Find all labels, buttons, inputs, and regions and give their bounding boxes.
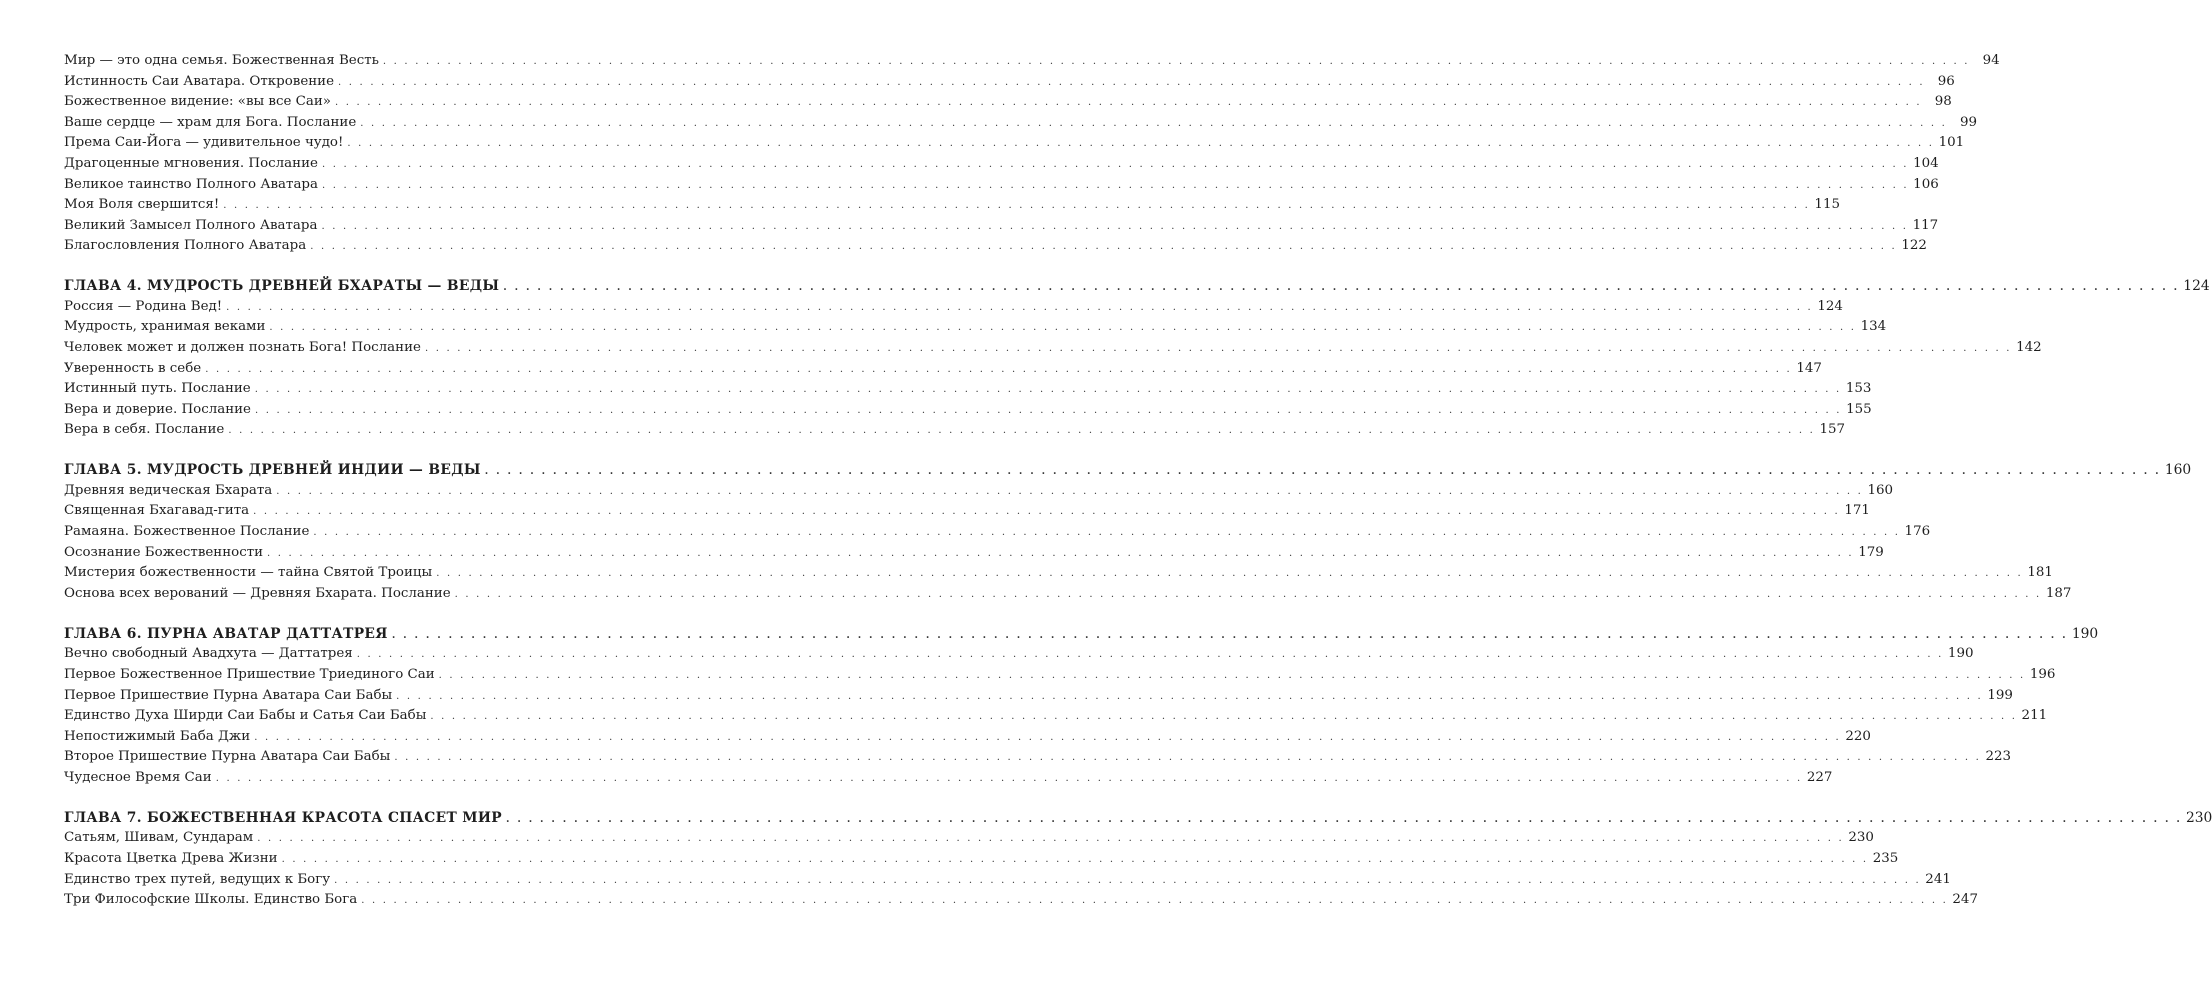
dot-leader — [361, 891, 1948, 912]
toc-entry — [64, 727, 1871, 748]
toc-section — [64, 257, 2210, 441]
page-number: 94 — [1982, 53, 2000, 68]
entry-title: Человек может и должен познать Бога! Послание — [64, 340, 421, 356]
page-number: 230 — [2186, 809, 2212, 826]
toc-section — [64, 604, 2099, 788]
toc-entry — [64, 644, 1974, 665]
dot-leader — [253, 502, 1840, 523]
page-number: 181 — [2027, 565, 2053, 581]
toc-entry — [64, 338, 2042, 359]
page-number: 153 — [1845, 381, 1872, 397]
toc-entry — [64, 154, 1939, 175]
toc-entry — [64, 317, 1887, 338]
dot-leader — [216, 769, 1803, 790]
page-number: 160 — [1867, 482, 1894, 498]
page-number: 104 — [1913, 155, 1939, 171]
page-number: 230 — [1848, 830, 1874, 846]
entry-title: Према Саи-Йога — удивительное чудо! — [64, 135, 344, 151]
toc-entry — [64, 747, 2012, 768]
page-number: 171 — [1844, 503, 1870, 519]
dot-leader — [255, 380, 1842, 401]
entry-title: Благословления Полного Аватара — [64, 238, 307, 254]
dot-leader — [228, 421, 1815, 442]
dot-leader — [439, 666, 2026, 687]
toc-entry — [64, 890, 1978, 911]
section-spacer — [64, 257, 600, 276]
page-number: 199 — [1987, 687, 2013, 703]
toc-entry — [64, 870, 1951, 891]
page-number: 241 — [1925, 871, 1951, 887]
toc-entry — [64, 665, 2056, 686]
entry-title: Чудесное Время Саи — [64, 769, 212, 785]
entry-title: Рамаяна. Божественное Послание — [64, 524, 310, 540]
toc-entry — [64, 768, 1833, 789]
section-spacer — [64, 604, 600, 623]
chapter-heading — [64, 276, 2210, 297]
chapter-heading — [64, 808, 2212, 829]
entry-title: Первое Божественное Пришествие Триединого Саи — [64, 666, 435, 682]
entry-title: Первое Пришествие Пурна Аватара Саи Бабы — [64, 687, 393, 703]
entry-title: Драгоценные мгновения. Послание — [64, 155, 318, 171]
dot-leader — [392, 626, 2068, 647]
entry-title: Основа всех верований — Древняя Бхарата. Послание — [64, 585, 451, 601]
dot-leader — [455, 585, 2042, 606]
entry-title: Вера и доверие. Послание — [64, 401, 251, 417]
page-number: 98 — [1934, 94, 1952, 110]
chapter-heading — [64, 460, 2192, 481]
page-number: 115 — [1814, 197, 1840, 213]
dot-leader — [503, 278, 2179, 299]
toc-entry — [64, 359, 1822, 380]
dot-leader — [276, 482, 1863, 503]
entry-title: Единство Духа Ширди Саи Бабы и Сатья Саи Бабы — [64, 708, 427, 724]
entry-title: Россия — Родина Вед! — [64, 298, 223, 314]
page-number: 147 — [1796, 360, 1822, 376]
entry-title: Великое таинство Полного Аватара — [64, 176, 318, 192]
toc-entry — [64, 113, 1978, 134]
entry-title: Моя Воля свершится! — [64, 197, 220, 213]
entry-title: Вера в себя. Послание — [64, 422, 225, 438]
toc-entry — [64, 195, 1840, 216]
page-number: 117 — [1912, 217, 1939, 233]
page-number: 220 — [1845, 728, 1871, 744]
chapter-title: ГЛАВА 6. ПУРНА АВАТАР ДАТТАТРЕЯ — [64, 625, 388, 642]
chapter-title: ГЛАВА 7. БОЖЕСТВЕННАЯ КРАСОТА СПАСЕТ МИР — [64, 809, 502, 826]
entry-title: Три Философские Школы. Единство Бога — [64, 892, 358, 908]
toc-entry — [64, 706, 2048, 727]
toc-entry — [64, 92, 1952, 113]
toc-section — [64, 441, 2192, 604]
page-number: 211 — [2021, 708, 2048, 724]
toc-entry — [64, 216, 1939, 237]
page-number: 227 — [1806, 769, 1833, 785]
toc-entry — [64, 501, 1870, 522]
section-spacer — [64, 788, 600, 807]
dot-leader — [254, 728, 1841, 749]
entry-title: Уверенность в себе — [64, 360, 202, 376]
toc-entry — [64, 72, 1955, 93]
toc-entry — [64, 522, 1931, 543]
dot-leader — [322, 176, 1909, 197]
toc-entry — [64, 686, 2013, 707]
entry-title: Истинный путь. Послание — [64, 381, 251, 397]
chapter-title: ГЛАВА 4. МУДРОСТЬ ДРЕВНЕЙ БХАРАТЫ — ВЕДЫ — [64, 278, 500, 295]
page-number: 190 — [2071, 625, 2099, 642]
page-number: 179 — [1858, 544, 1884, 560]
chapter-heading — [64, 624, 2099, 645]
toc-entry — [64, 420, 1846, 441]
page-number: 196 — [2029, 666, 2056, 682]
dot-leader — [506, 810, 2182, 831]
page-number: 124 — [2183, 278, 2210, 295]
toc-entry — [64, 297, 1843, 318]
dot-leader — [223, 196, 1810, 217]
dot-leader — [313, 523, 1900, 544]
page-number: 122 — [1901, 238, 1927, 254]
page-number: 223 — [1985, 749, 2012, 765]
toc-entry — [64, 400, 1872, 421]
dot-leader — [226, 298, 1813, 319]
entry-title: Истинность Саи Аватара. Откровение — [64, 73, 335, 89]
entry-title: Единство трех путей, ведущих к Богу — [64, 871, 331, 887]
page-number: 101 — [1938, 135, 1965, 151]
dot-leader — [269, 318, 1856, 339]
entry-title: Великий Замысел Полного Аватара — [64, 217, 318, 233]
dot-leader — [338, 73, 1925, 94]
dot-leader — [322, 155, 1909, 176]
entry-title: Мудрость, хранимая веками — [64, 319, 266, 335]
dot-leader — [485, 462, 2161, 483]
page-number: 155 — [1846, 401, 1872, 417]
entry-title: Непостижимый Баба Джи — [64, 728, 251, 744]
page-number: 106 — [1913, 176, 1939, 192]
section-spacer — [64, 441, 600, 460]
toc-section — [64, 51, 2000, 257]
dot-leader — [321, 217, 1908, 238]
chapter-title: ГЛАВА 5. МУДРОСТЬ ДРЕВНЕЙ ИНДИИ — ВЕДЫ — [64, 462, 481, 479]
toc-entry — [64, 849, 1899, 870]
dot-leader — [436, 564, 2023, 585]
toc-entry — [64, 175, 1939, 196]
entry-title: Красота Цветка Древа Жизни — [64, 850, 278, 866]
toc-entry — [64, 379, 1872, 400]
entry-title: Мистерия божественности — тайна Святой Троицы — [64, 565, 433, 581]
entry-title: Второе Пришествие Пурна Аватара Саи Бабы — [64, 749, 391, 765]
dot-leader — [257, 829, 1844, 850]
page-number: 190 — [1947, 646, 1974, 662]
dot-leader — [383, 52, 1970, 73]
toc-entry — [64, 563, 2053, 584]
dot-leader — [205, 360, 1792, 381]
dot-leader — [267, 544, 1854, 565]
page-number: 187 — [2045, 585, 2072, 601]
dot-leader — [430, 707, 2017, 728]
toc-entry — [64, 236, 1927, 257]
dot-leader — [255, 401, 1842, 422]
dot-leader — [310, 237, 1897, 258]
entry-title: Божественное видение: «вы все Саи» — [64, 94, 331, 110]
page-number: 247 — [1952, 892, 1978, 908]
entry-title: Осознание Божественности — [64, 544, 264, 560]
entry-title: Мир — это одна семья. Божественная Весть — [64, 53, 379, 68]
toc-section — [64, 788, 2212, 910]
toc-entry — [64, 51, 2000, 72]
dot-leader — [425, 339, 2012, 360]
entry-title: Ваше сердце — храм для Бога. Послание — [64, 114, 357, 130]
toc-entry — [64, 828, 1874, 849]
page-number: 124 — [1817, 298, 1843, 314]
toc-entry — [64, 584, 2072, 605]
dot-leader — [394, 748, 1981, 769]
page-number: 96 — [1937, 73, 1955, 89]
entry-title: Священная Бхагавад-гита — [64, 503, 250, 519]
dot-leader — [334, 871, 1921, 892]
dot-leader — [396, 687, 1983, 708]
page-number: 160 — [2164, 462, 2192, 479]
dot-leader — [357, 645, 1944, 666]
toc-entry — [64, 543, 1884, 564]
dot-leader — [360, 114, 1947, 135]
table-of-contents — [64, 51, 2212, 911]
dot-leader — [335, 93, 1922, 114]
dot-leader — [347, 134, 1934, 155]
entry-title: Сатьям, Шивам, Сундарам — [64, 830, 254, 846]
page-number: 176 — [1904, 524, 1931, 540]
entry-title: Древняя ведическая Бхарата — [64, 482, 273, 498]
page-number: 235 — [1872, 850, 1899, 866]
page-number: 157 — [1819, 422, 1846, 438]
page-number: 99 — [1959, 114, 1978, 130]
toc-entry — [64, 133, 1965, 154]
toc-entry — [64, 481, 1894, 502]
page-number: 134 — [1860, 319, 1887, 335]
entry-title: Вечно свободный Авадхута — Даттатрея — [64, 646, 353, 662]
dot-leader — [282, 850, 1869, 871]
page-number: 142 — [2016, 340, 2042, 356]
